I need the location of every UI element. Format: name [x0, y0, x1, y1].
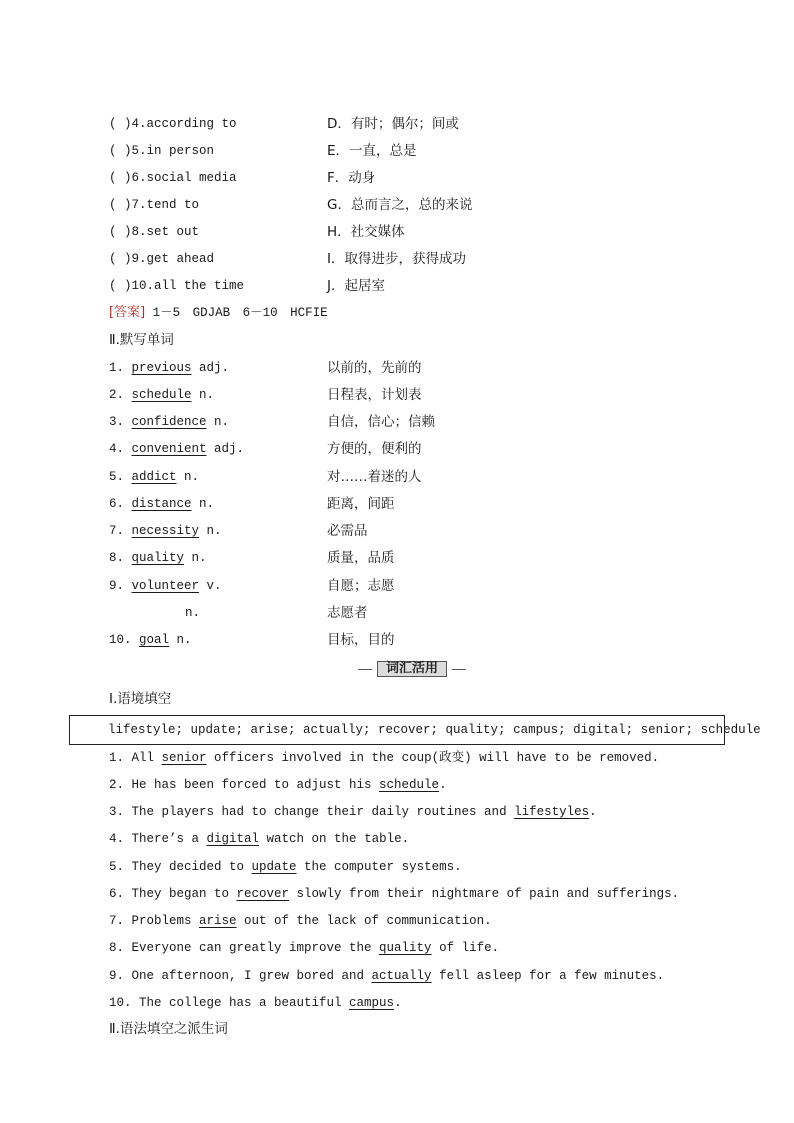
vocab-meaning: 必需品 [327, 523, 368, 539]
vocab-meaning: 距离，间距 [327, 496, 395, 512]
vocab-word: necessity [131, 524, 200, 538]
answer-line [109, 304, 328, 322]
match-item-10: ( )10.all the time [109, 279, 245, 293]
banner-rule-right [452, 669, 466, 670]
vocab-word: quality [131, 551, 185, 565]
match-meaning-f: F．动身 [327, 170, 376, 186]
match-meaning-d: D．有时；偶尔；间或 [327, 116, 459, 132]
match-item-8: ( )8.set out [109, 225, 200, 239]
blank-answer: update [251, 860, 297, 874]
blank-answer: campus [349, 996, 395, 1010]
match-meaning-h: H．社交媒体 [327, 224, 405, 240]
blank-answer: schedule [379, 778, 440, 792]
blank-answer: senior [161, 751, 207, 765]
match-meaning-g: G．总而言之，总的来说 [327, 197, 473, 213]
vocab-word: addict [131, 470, 177, 484]
vocab-item: 8. quality n. [109, 551, 207, 565]
blank-answer: lifestyles [514, 805, 590, 819]
sentence: 1. All senior officers involved in the coup(政变) will have to be removed. [109, 751, 660, 765]
blank-answer: digital [206, 832, 260, 846]
vocab-meaning: 自愿；志愿 [327, 578, 395, 594]
blank-answer: actually [371, 969, 432, 983]
word-bank-box [69, 715, 761, 745]
vocab-word: schedule [131, 388, 192, 402]
vocab-item: 9. volunteer v. [109, 579, 222, 593]
vocab-word: confidence [131, 415, 207, 429]
match-item-9: ( )9.get ahead [109, 252, 215, 266]
vocab-meaning: 对……着迷的人 [327, 469, 422, 485]
sentence: 2. He has been forced to adjust his schedule. [109, 778, 447, 792]
sentence: 7. Problems arise out of the lack of communication. [109, 914, 492, 928]
sentence: 3. The players had to change their daily routines and lifestyles. [109, 805, 597, 819]
banner-rule-left [358, 669, 372, 670]
match-item-7: ( )7.tend to [109, 198, 200, 212]
sentence: 6. They began to recover slowly from their nightmare of pain and sufferings. [109, 887, 680, 901]
match-item-5: ( )5.in person [109, 144, 215, 158]
section-title-derivatives: Ⅱ.语法填空之派生词 [109, 1021, 228, 1037]
sentence: 4. There’s a digital watch on the table. [109, 832, 410, 846]
vocab-item: 6. distance n. [109, 497, 215, 511]
match-meaning-i: I．取得进步，获得成功 [327, 251, 466, 267]
match-item-6: ( )6.social media [109, 171, 237, 185]
word-bank: lifestyle; update; arise; actually; recover; quality; campus; digital; senior; schedule [108, 723, 761, 737]
vocab-item: 3. confidence n. [109, 415, 230, 429]
vocab-word: goal [139, 633, 170, 647]
vocab-meaning: 目标，目的 [327, 632, 395, 648]
vocab-pos: n. [185, 606, 201, 620]
sentence: 8. Everyone can greatly improve the quality of life. [109, 941, 500, 955]
vocab-item: 10. goal n. [109, 633, 192, 647]
vocab-meaning: 志愿者 [327, 605, 368, 621]
section-title-dictation: Ⅱ.默写单词 [109, 332, 174, 348]
match-item-4: ( )4.according to [109, 117, 237, 131]
section-title-context-fill: Ⅰ.语境填空 [109, 691, 172, 707]
match-meaning-j: J．起居室 [327, 278, 385, 294]
vocab-meaning: 日程表，计划表 [327, 387, 422, 403]
blank-answer: quality [379, 941, 432, 955]
sentence: 9. One afternoon, I grew bored and actually fell asleep for a few minutes. [109, 969, 665, 983]
banner-label: 词汇活用 [377, 661, 447, 677]
vocab-word: previous [131, 361, 192, 375]
vocab-item: 2. schedule n. [109, 388, 215, 402]
blank-answer: arise [199, 914, 237, 928]
vocab-item: 4. convenient adj. [109, 442, 245, 456]
vocab-item: 1. previous adj. [109, 361, 230, 375]
vocab-word: convenient [131, 442, 207, 456]
answer-text: 1－5 GDJAB 6－10 HCFIE [145, 306, 328, 320]
match-meaning-e: E．一直，总是 [327, 143, 417, 159]
sentence: 5. They decided to update the computer systems. [109, 860, 462, 874]
vocab-meaning: 质量，品质 [327, 550, 395, 566]
vocab-item: 7. necessity n. [109, 524, 222, 538]
answer-tag: [答案] [109, 305, 146, 320]
vocab-meaning: 方便的，便利的 [327, 441, 422, 457]
section-banner [360, 660, 464, 678]
vocab-meaning: 以前的，先前的 [327, 360, 422, 376]
vocab-item: 5. addict n. [109, 470, 200, 484]
sentence: 10. The college has a beautiful campus. [109, 996, 402, 1010]
vocab-meaning: 自信，信心；信赖 [327, 414, 435, 430]
blank-answer: recover [236, 887, 290, 901]
vocab-word: volunteer [131, 579, 200, 593]
vocab-word: distance [131, 497, 192, 511]
